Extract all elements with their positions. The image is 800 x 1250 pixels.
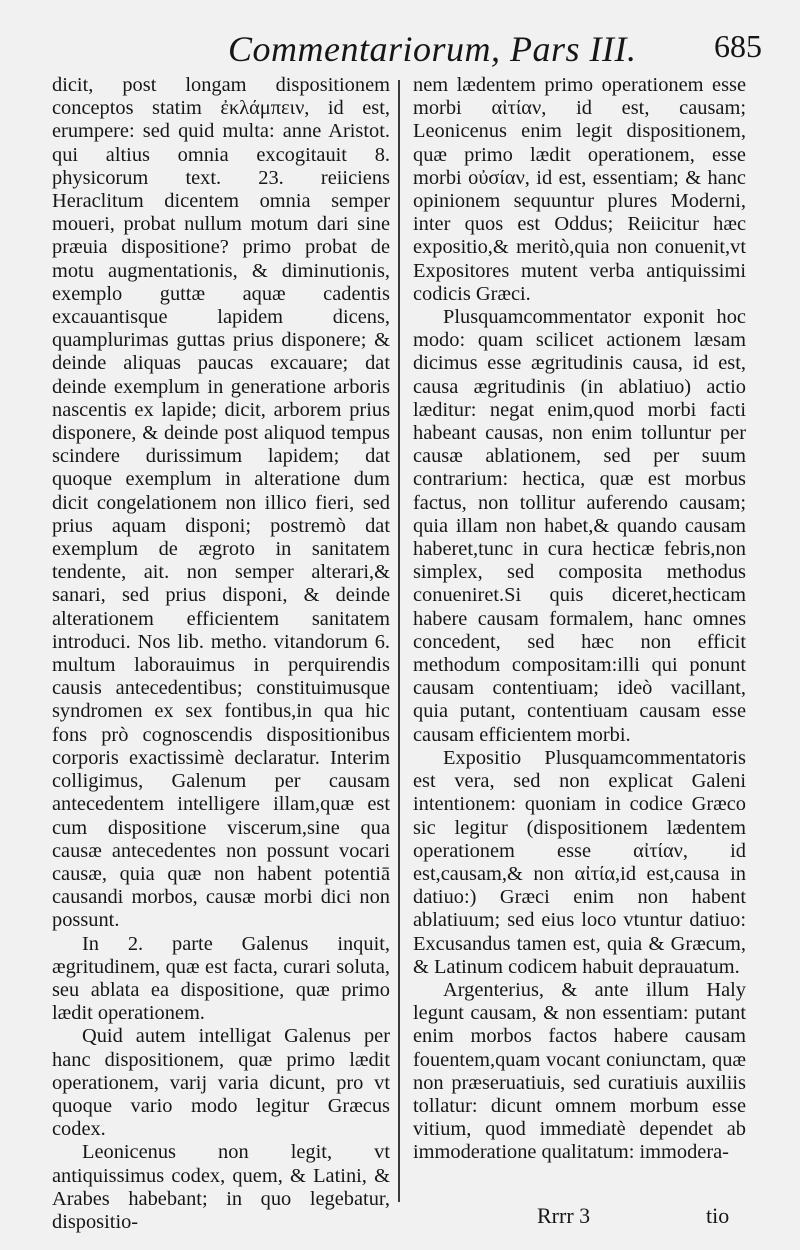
page-header	[0, 22, 800, 72]
left-column	[52, 74, 390, 1234]
right-paragraph-1: nem lædentem primo operationem esse morbi αἰτίαν, id est, causam; Leonicenus enim legit dispositionem, quæ primo lædit operationem, esse morbi οὐσίαν, id est, essentiam; & hanc opinionem sequuntur plures Moderni, inter quos est Oddus; Reiicitur hæc expositio,& meritò,quia non conuenit,vt Expositores mutent verba antiquissimi codicis Græci.	[413, 74, 746, 305]
catchword: tio	[706, 1203, 730, 1228]
signature-mark: Rrrr 3	[537, 1203, 591, 1228]
right-column	[413, 74, 746, 1165]
right-paragraph-2: Plusquamcommentator exponit hoc modo: quam scilicet actionem læsam dicimus esse ægritudinis causa, id est, causa ægritudinis (in ablatiuo) actio læditur: negat enim,quod morbi facti habeant causas, non enim tolluntur per causæ ablationem, sed per suum contrarium: hectica, quæ est morbus factus, non tollitur auferendo causam; quia illam non habet,& quando causam haberet,tunc in cura hecticæ febris,non simplex, sed composita methodus conueniret.Si quis diceret,hecticam habere causam formalem, hanc omnes concedent, sed hæc non efficit methodum compositam:illi qui ponunt causam contentiuam; ideò vacillant, quia putant, contentiuam causam esse causam efficientem morbi.	[413, 306, 746, 746]
column-divider	[398, 80, 400, 1202]
right-paragraph-3: Expositio Plusquamcommentatoris est vera, sed non explicat Galeni intentionem: quoniam in codice Græco sic legitur (dispositionem lædentem operationem esse αἰτίαν, id est,causam,& non αἰτία,id est,causa in datiuo:) Græci enim non habent ablatiuum; sed eius loco vtuntur datiuo: Excusandus tamen est, quia & Græcum, & Latinum codicem habuit deprauatum.	[413, 746, 746, 978]
page-number: 685	[714, 28, 762, 64]
running-head: Commentariorum, Pars III.	[228, 29, 637, 69]
left-paragraph-4: Leonicenus non legit, vt antiquissimus codex, quem, & Latini, & Arabes habebant; in quo legebatur, dispositio-	[52, 1141, 390, 1233]
left-paragraph-2: In 2. parte Galenus inquit, ægritudinem, quæ est facta, curari soluta, seu ablata ea dispositione, quæ primo lædit operationem.	[52, 932, 390, 1025]
page-footer	[0, 1203, 800, 1243]
left-paragraph-3: Quid autem intelligat Galenus per hanc dispositionem, quæ primo lædit operationem, varij varia dicunt, pro vt quoque vario modo legitur Græcus codex.	[52, 1025, 390, 1141]
left-paragraph-1: dicit, post longam dispositionem conceptos statim ἐκλάμπειν, id est, erumpere: sed quid multa: anne Aristot. qui altius omnia excogitauit 8. physicorum text. 23. reiiciens Heraclitum dicentem omnia semper moueri, probat nullum motum dari sine præuia dispositione? primo probat de motu augmentationis, & diminutionis, exemplo guttæ aquæ cadentis excauantisque lapidem dicens, quamplurimas guttas prius disponere; & deinde aliquas paucas excauare; dat deinde exemplum in generatione arboris nascentis ex lapide; dicit, arborem prius disponere, & deinde post aliquod tempus scindere durissimum lapidem; dat quoque exemplum in alteratione dum dicit congelationem non illico fieri, sed prius aquam disponi; postremò dat exemplum de ægroto in sanitatem tendente, ait. non semper alterari,& sanari, sed prius disponi, & deinde alterationem efficientem sanitatem introduci. Nos lib. metho. vitandorum 6. multum laborauimus in perquirendis causis antecedentibus; constituimusque syndromen ex sex fontibus,in qua hic fons prò cognoscendis dispositionibus corporis exactissimè declaratur. Interim colligimus, Galenum per causam antecedentem intelligere illam,quæ est cum dispositione viscerum,sine qua causæ antecedentes non possunt vocari causæ, quia quæ non habent potentiā causandi morbos, causæ morbi dici non possunt.	[52, 74, 390, 932]
right-paragraph-4: Argenterius, & ante illum Haly legunt causam, & non essentiam: putant enim morbos factos habere causam fouentem,quam vocant coniunctam, quæ non præseruatiuis, sed curatiuis auxiliis tollatur: dicunt omnem morbum esse vitium, quod immediatè dependet ab immoderatione qualitatum: immodera-	[413, 978, 746, 1164]
